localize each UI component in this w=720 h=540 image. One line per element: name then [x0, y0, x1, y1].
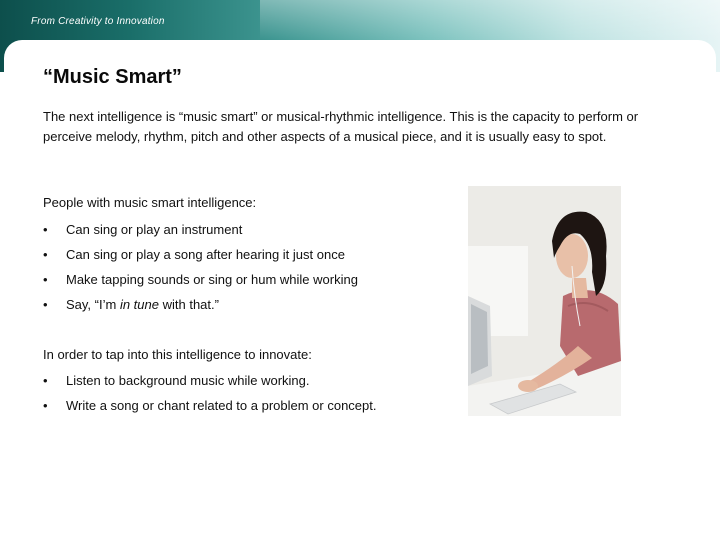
bullet-icon: • — [43, 398, 48, 413]
quote-prefix: Say, “I’m — [66, 297, 120, 312]
bullet-icon: • — [43, 373, 48, 388]
list-item-text: Can sing or play an instrument — [66, 222, 243, 237]
innovate-list — [43, 371, 463, 421]
list-item — [43, 371, 463, 396]
list-item-text: Write a song or chant related to a problem or concept. — [66, 398, 377, 413]
list-item — [43, 295, 463, 320]
header-sheen — [260, 0, 720, 40]
slide-title: “Music Smart” — [43, 66, 182, 88]
list-item-text: Make tapping sounds or sing or hum while working — [66, 272, 358, 287]
list-item — [43, 245, 463, 270]
photo-illustration — [468, 186, 621, 416]
quote-suffix: with that.” — [158, 297, 219, 312]
woman-at-computer-photo — [468, 186, 621, 416]
quote-italic: in tune — [119, 297, 159, 312]
brand-label: From Creativity to Innovation — [31, 16, 165, 27]
bullet-icon: • — [43, 272, 48, 287]
list-item — [43, 396, 463, 421]
bullet-icon: • — [43, 297, 48, 312]
bullet-icon: • — [43, 247, 48, 262]
bullet-icon: • — [43, 222, 48, 237]
traits-list — [43, 220, 463, 320]
list-item — [43, 220, 463, 245]
list-item-text: Listen to background music while working. — [66, 373, 310, 388]
traits-lead: People with music smart intelligence: — [43, 195, 257, 210]
quote-text — [66, 297, 219, 312]
intro-paragraph: The next intelligence is “music smart” or musical-rhythmic intelligence. This is the capacity to perform or perceive melody, rhythm, pitch and other aspects of a musical piece, and it is usually easy to spot. — [43, 109, 639, 144]
list-item — [43, 270, 463, 295]
list-item-text: Can sing or play a song after hearing it just once — [66, 247, 345, 262]
innovate-lead: In order to tap into this intelligence to innovate: — [43, 347, 312, 362]
